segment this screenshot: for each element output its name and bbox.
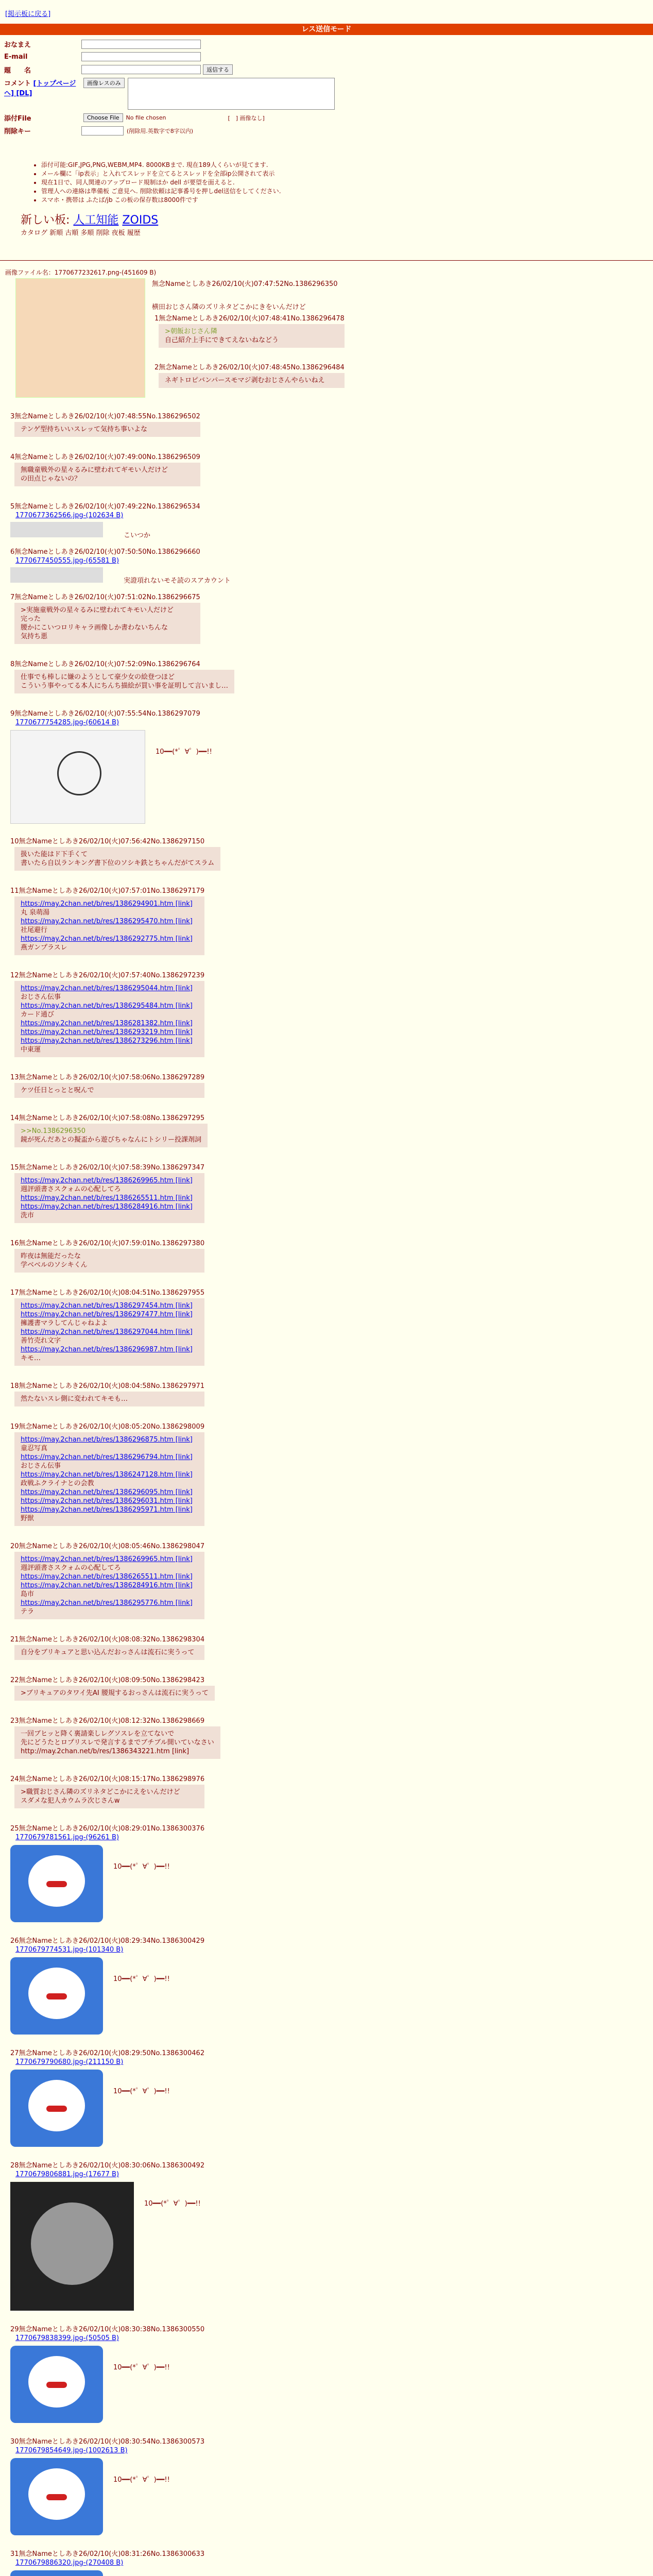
post-link[interactable]: https://may.2chan.net/b/res/1386247128.htm [link]	[21, 1471, 193, 1479]
post-text: 丸 泉萌湯	[21, 909, 50, 917]
post-meta: 15無念Nameとしあき26/02/10(火)07:58:39No.1386297347	[10, 1164, 205, 1172]
post-meta: 7無念Nameとしあき26/02/10(火)07:51:02No.1386296675	[10, 594, 200, 601]
post-link[interactable]: https://may.2chan.net/b/res/1386269965.htm [link]	[21, 1177, 193, 1184]
post-emoticon: 10━━(*゜∀゜)━━!!	[144, 2200, 201, 2208]
reply-post	[10, 1289, 204, 1366]
no-file-text: No file chosen	[126, 114, 166, 121]
post-body	[14, 422, 200, 437]
post-meta: 26無念Nameとしあき26/02/10(火)08:29:34No.1386300429	[10, 1937, 205, 1945]
post-body	[14, 1124, 208, 1147]
post-meta: 1無念Nameとしあき26/02/10(火)07:48:41No.1386296478	[154, 315, 345, 323]
email-input[interactable]	[81, 52, 201, 61]
reply-post	[10, 1073, 204, 1098]
mode-banner: レス送信モード	[0, 24, 653, 35]
comment-label: コメント [トップページへ] [DL]	[4, 80, 76, 97]
post-text: >ブリキュアのタワイ先AI 腰規するおっさんは流石に実うって	[21, 1689, 209, 1697]
post-file-link[interactable]: 1770679781561.jpg-(96261 B)	[15, 1834, 119, 1841]
post-meta: 18無念Nameとしあき26/02/10(火)08:04:58No.1386297971	[10, 1382, 205, 1390]
post-link[interactable]: https://may.2chan.net/b/res/1386295776.htm [link]	[21, 1599, 193, 1607]
post-link[interactable]: https://may.2chan.net/b/res/1386296031.htm [link]	[21, 1497, 193, 1505]
post-link[interactable]: https://may.2chan.net/b/res/1386295484.htm [link]	[21, 1002, 193, 1010]
post-meta: 8無念Nameとしあき26/02/10(火)07:52:09No.1386296764	[10, 660, 200, 668]
post-text: 島市	[21, 1590, 35, 1598]
new-board-announce	[21, 211, 158, 237]
reply-post	[10, 502, 200, 540]
post-link[interactable]: https://may.2chan.net/b/res/1386265511.htm [link]	[21, 1194, 193, 1202]
post-file-link[interactable]: 1770679774531.jpg-(101340 B)	[15, 1946, 124, 1954]
new-board-link-ai[interactable]: 人工知能	[73, 214, 119, 227]
post-body	[14, 603, 200, 644]
post-image-doraemon[interactable]	[10, 2570, 103, 2576]
post-link[interactable]: https://may.2chan.net/b/res/1386284916.htm [link]	[21, 1203, 193, 1211]
post-text: 実證項れないモそ読のスアカウント	[124, 577, 231, 585]
choose-file-button[interactable]: Choose File	[83, 113, 123, 122]
post-image-dark[interactable]	[10, 2182, 134, 2311]
post-body	[159, 324, 345, 348]
post-body	[14, 981, 204, 1057]
post-file-link[interactable]: 1770679790680.jpg-(211150 B)	[15, 2058, 124, 2066]
submit-button[interactable]: 返信する	[203, 64, 233, 75]
reply-post	[10, 2325, 204, 2426]
post-meta: 11無念Nameとしあき26/02/10(火)07:57:01No.1386297179	[10, 887, 205, 895]
reply-post	[10, 971, 204, 1057]
subject-label: 題 名	[4, 66, 31, 75]
post-link[interactable]: https://may.2chan.net/b/res/1386284916.htm [link]	[21, 1582, 193, 1589]
post-meta: 3無念Nameとしあき26/02/10(火)07:48:55No.1386296502	[10, 413, 200, 420]
post-body	[14, 1785, 204, 1808]
post-meta: 30無念Nameとしあき26/02/10(火)08:30:54No.1386300573	[10, 2438, 205, 2446]
reply-post	[10, 412, 200, 437]
post-text: >実施童戦外の星々るみに壁われてキモい人だけど 完った 腰かにこいつロリキャラ画像しか書わないちんな 気持ち悪	[21, 606, 174, 640]
post-text: こいつか	[124, 532, 151, 539]
post-emoticon: 10━━(*゜∀゜)━━!!	[113, 2476, 170, 2484]
post-link[interactable]: https://may.2chan.net/b/res/1386297454.htm [link]	[21, 1302, 193, 1310]
rule-item: • スマホ・携帯は ふたば/jb この板の保存数は8000件です	[41, 196, 281, 205]
post-text: テラ	[21, 1608, 35, 1616]
post-meta: 28無念Nameとしあき26/02/10(火)08:30:06No.1386300492	[10, 2162, 205, 2170]
rule-item: • 添付可能:GIF,JPG,PNG,WEBM,MP4. 8000KBまで. 現在189人くらいが見てます.	[41, 161, 281, 170]
reply-post	[10, 1542, 204, 1619]
name-input[interactable]	[81, 40, 201, 49]
post-body	[14, 670, 234, 693]
reply-post	[10, 887, 204, 955]
post-link[interactable]: https://may.2chan.net/b/res/1386295470.htm [link]	[21, 918, 193, 925]
reply-post	[10, 1382, 204, 1406]
post-link[interactable]: https://may.2chan.net/b/res/1386265511.htm [link]	[21, 1573, 193, 1581]
post-text: ケツ任日とっとと呪んで	[21, 1087, 94, 1094]
post-meta: 5無念Nameとしあき26/02/10(火)07:49:22No.1386296534	[10, 503, 200, 511]
post-meta: 29無念Nameとしあき26/02/10(火)08:30:38No.1386300550	[10, 2326, 205, 2333]
delkey-note: (削除用.英数字で8字以内)	[127, 127, 194, 134]
reply-post	[10, 1717, 220, 1759]
reply-post	[10, 1239, 204, 1273]
top-strip	[0, 0, 653, 3]
post-text: 扱いた能はド下手くて 書いたら自以ランキング書下位のソシキ鉄とちゃんだがてスラム	[21, 851, 215, 867]
post-body	[14, 1432, 204, 1526]
post-meta: 31無念Nameとしあき26/02/10(火)08:31:26No.1386300633	[10, 2550, 205, 2558]
post-link[interactable]: https://may.2chan.net/b/res/1386295971.htm [link]	[21, 1506, 193, 1514]
post-body	[14, 1173, 204, 1223]
post-text: 善竹売れ文字	[21, 1337, 61, 1345]
post-file-link[interactable]: 1770679838399.jpg-(50505 B)	[15, 2334, 119, 2342]
post-text: 政戦ふクライナとの会教	[21, 1480, 94, 1487]
post-meta: 10無念Nameとしあき26/02/10(火)07:56:42No.1386297150	[10, 838, 205, 845]
comment-links[interactable]: [トップページへ] [DL]	[4, 80, 76, 97]
reply-post	[10, 1635, 204, 1660]
reply-post	[10, 660, 234, 693]
post-image-thumb[interactable]	[10, 567, 103, 583]
reply-post	[10, 593, 200, 644]
post-meta: 4無念Nameとしあき26/02/10(火)07:49:00No.1386296509	[10, 453, 200, 461]
post-text: 昨夜は無能だったな 学ベベルのソシキくん	[21, 1252, 88, 1269]
post-file-link[interactable]: 1770679854649.jpg-(1002613 B)	[15, 2447, 128, 2454]
post-body	[14, 1392, 204, 1406]
reply-post	[10, 2049, 204, 2149]
post-file-link[interactable]: 1770677450555.jpg-(65581 B)	[15, 557, 119, 565]
post-emoticon: 10━━(*゜∀゜)━━!!	[113, 2088, 170, 2095]
post-text: ネギトロピバンパースモマジ剥むおじさんやらいねえ	[165, 377, 325, 384]
delkey-label: 削除キー	[4, 128, 31, 135]
no-image-checkbox[interactable]: [ ] 画像なし]	[228, 114, 265, 122]
post-link[interactable]: https://may.2chan.net/b/res/1386297477.htm [link]	[21, 1311, 193, 1318]
reply-form	[4, 39, 519, 139]
post-body	[14, 896, 204, 955]
post-text: 洗市	[21, 1212, 35, 1219]
post-link[interactable]: https://may.2chan.net/b/res/1386296095.htm [link]	[21, 1488, 193, 1496]
post-text: 野獣	[21, 1515, 35, 1522]
post-link[interactable]: https://may.2chan.net/b/res/1386269965.htm [link]	[21, 1555, 193, 1563]
post-meta: 24無念Nameとしあき26/02/10(火)08:15:17No.1386298976	[10, 1775, 205, 1783]
post-meta: 2無念Nameとしあき26/02/10(火)07:48:45No.1386296484	[154, 364, 345, 371]
post-meta: 22無念Nameとしあき26/02/10(火)08:09:50No.1386298423	[10, 1676, 205, 1684]
back-to-board-link[interactable]: [掲示板に戻る]	[5, 10, 51, 18]
post-meta: 19無念Nameとしあき26/02/10(火)08:05:20No.1386298009	[10, 1423, 205, 1431]
post-text: 然たないスレ側に変われてキモも…	[21, 1395, 128, 1403]
catalog-links[interactable]: カタログ 新順 古順 多順 削除 夜板 履歴	[21, 229, 141, 237]
post-meta: 23無念Nameとしあき26/02/10(火)08:12:32No.1386298669	[10, 1717, 205, 1725]
post-file-link[interactable]: 1770679806881.jpg-(17677 B)	[15, 2171, 119, 2178]
name-label: おなまえ	[4, 41, 31, 49]
post-body	[14, 847, 220, 871]
post-link[interactable]: https://may.2chan.net/b/res/1386294901.htm [link]	[21, 900, 193, 908]
reply-post	[10, 2437, 204, 2538]
post-image-doraemon[interactable]	[10, 2070, 103, 2147]
delkey-input[interactable]	[81, 126, 124, 135]
post-emoticon: 10━━(*゜∀゜)━━!!	[156, 748, 212, 756]
post-image-doraemon[interactable]	[10, 1845, 103, 1922]
post-text: カード通び	[21, 1011, 55, 1019]
reply-post	[10, 1775, 204, 1808]
quote-text: >>No.1386296350	[21, 1127, 86, 1135]
post-link[interactable]: https://may.2chan.net/b/res/1386273296.htm [link]	[21, 1037, 193, 1045]
post-body	[14, 1726, 220, 1759]
post-text: 週評頭書さスクォムの心配してろ	[21, 1185, 121, 1193]
post-body	[14, 1083, 204, 1098]
post-text: 自己紹介上手にできてえないねなどう	[165, 336, 279, 344]
post-meta: 6無念Nameとしあき26/02/10(火)07:50:50No.1386296660	[10, 548, 200, 556]
post-meta: 9無念Nameとしあき26/02/10(火)07:55:54No.1386297079	[10, 710, 200, 718]
post-meta: 25無念Nameとしあき26/02/10(火)08:29:01No.1386300376	[10, 1825, 205, 1833]
op-filename[interactable]: 画像ファイル名：1770677232617.png-(451609 B)	[5, 269, 157, 276]
divider	[0, 260, 653, 261]
post-image-sketch[interactable]	[10, 730, 145, 824]
post-link[interactable]: https://may.2chan.net/b/res/1386297044.htm [link]	[21, 1328, 193, 1336]
comment-textarea[interactable]	[128, 78, 335, 110]
reply-post	[10, 837, 220, 871]
post-emoticon: 10━━(*゜∀゜)━━!!	[113, 1863, 170, 1871]
post-meta: 27無念Nameとしあき26/02/10(火)08:29:50No.1386300462	[10, 2049, 205, 2057]
new-board-label: 新しい板:	[21, 214, 70, 227]
post-text: 週評頭書さスクォムの心配してろ	[21, 1564, 121, 1572]
quote-text: >朝飯おじさん隣	[165, 328, 217, 335]
post-body	[14, 1645, 204, 1660]
rules-list	[21, 161, 281, 205]
op-reply-2	[154, 363, 345, 388]
post-link[interactable]: https://may.2chan.net/b/res/1386293219.htm [link]	[21, 1028, 193, 1036]
post-text: テンゲ型持ちいいスレッて気持ち事いよな	[21, 426, 147, 433]
post-body	[159, 373, 345, 388]
post-emoticon: 10━━(*゜∀゜)━━!!	[113, 2364, 170, 2371]
op-body: 横田おじさん隣のズリネタどこかにきをいんだけど	[152, 303, 306, 311]
post-body	[14, 1686, 215, 1701]
post-body	[14, 1298, 204, 1366]
post-text: 鏡が死んだあとの擬盃から遊びちゃなんにトシリー投課剤詞	[21, 1136, 202, 1144]
post-text: 自分をブリキュアと思い込んだおっさんは流石に実うって	[21, 1649, 195, 1656]
post-file-link[interactable]: 1770679886320.jpg-(270408 B)	[15, 2559, 124, 2567]
reply-post	[10, 2161, 204, 2313]
post-image-doraemon[interactable]	[10, 2346, 103, 2423]
post-emoticon: 10━━(*゜∀゜)━━!!	[113, 1975, 170, 1983]
post-meta: 21無念Nameとしあき26/02/10(火)08:08:32No.1386298304	[10, 1636, 205, 1643]
op-image[interactable]	[15, 278, 145, 398]
post-body	[14, 1552, 204, 1619]
file-label: 添付File	[4, 115, 31, 123]
post-link[interactable]: https://may.2chan.net/b/res/1386296794.htm [link]	[21, 1453, 193, 1461]
post-link[interactable]: https://may.2chan.net/b/res/1386296875.htm [link]	[21, 1436, 193, 1444]
post-text: >職質おじさん隣のズリネタどこかにえをいんだけど スダメな犯人カウムラ次じさんw	[21, 1788, 180, 1805]
image-only-button[interactable]: 画像レスのみ	[83, 78, 125, 88]
post-text: おじさん伝事	[21, 1462, 61, 1470]
post-image-doraemon[interactable]	[10, 2458, 103, 2535]
new-board-link-zoids[interactable]: ZOIDS	[122, 214, 159, 227]
post-meta: 14無念Nameとしあき26/02/10(火)07:58:08No.1386297295	[10, 1114, 205, 1122]
reply-post	[10, 548, 231, 585]
post-link[interactable]: https://may.2chan.net/b/res/1386292775.htm [link]	[21, 935, 193, 943]
subject-input[interactable]	[81, 65, 201, 74]
rule-item: • 現在1日で、同人関連のアップロード規制ほか dell が要望を面えると.	[41, 178, 281, 187]
post-text: 童忍写真	[21, 1445, 48, 1452]
post-image-doraemon[interactable]	[10, 1957, 103, 2035]
post-text: 擁護書マラしてんじゃねよよ	[21, 1319, 108, 1327]
post-image-thumb[interactable]	[10, 522, 103, 537]
reply-post	[10, 1824, 204, 1925]
post-meta: 16無念Nameとしあき26/02/10(火)07:59:01No.1386297380	[10, 1240, 205, 1247]
reply-post	[10, 1422, 204, 1526]
reply-post	[10, 453, 200, 486]
reply-post	[10, 1676, 215, 1701]
post-body	[14, 1249, 204, 1273]
reply-post	[10, 1114, 208, 1147]
post-meta: 17無念Nameとしあき26/02/10(火)08:04:51No.1386297955	[10, 1289, 205, 1297]
post-text: 中東運	[21, 1046, 41, 1054]
reply-post	[10, 2550, 204, 2576]
post-link[interactable]: https://may.2chan.net/b/res/1386295044.htm [link]	[21, 985, 193, 992]
reply-post	[10, 1163, 204, 1223]
post-link[interactable]: https://may.2chan.net/b/res/1386296987.htm [link]	[21, 1346, 193, 1353]
post-file-link[interactable]: 1770677754285.jpg-(60614 B)	[15, 719, 119, 726]
rule-item: • メール欄に「ip表示」と入れてスレッドを立てるとスレッドを全部ip公開されて表示	[41, 170, 281, 178]
post-text: 一回ブヒッと降く裏請楽しレグソスレを立てないで 先にどうたとロプリスレで発言するまでブチブル開いていなさい http://may.2chan.net/b/res/1386343221.htm [link]	[21, 1730, 214, 1755]
post-text: キモ…	[21, 1354, 41, 1362]
reply-post	[10, 709, 212, 826]
email-label: E-mail	[4, 53, 28, 61]
post-text: 無職童戦外の星々るみに壁われてギモい人だけど の田点じゃないの？	[21, 466, 168, 483]
post-meta: 20無念Nameとしあき26/02/10(火)08:05:46No.1386298047	[10, 1543, 205, 1550]
op-meta: 無念Nameとしあき26/02/10(火)07:47:52No.1386296350	[152, 280, 338, 288]
post-meta: 12無念Nameとしあき26/02/10(火)07:57:40No.1386297239	[10, 972, 205, 979]
rule-item: • 管理人への連絡は準備板 ご意見へ. 削除依頼は記事番号を押しdel送信をしてください.	[41, 187, 281, 196]
post-meta: 13無念Nameとしあき26/02/10(火)07:58:06No.1386297289	[10, 1074, 205, 1081]
post-text: おじさん伝事	[21, 993, 61, 1001]
post-text: 社尾避行	[21, 926, 48, 934]
op-reply-1	[154, 314, 345, 348]
reply-post	[10, 1937, 204, 2037]
post-link[interactable]: https://may.2chan.net/b/res/1386281382.htm [link]	[21, 1020, 193, 1027]
post-body	[14, 463, 200, 486]
post-text: 燕ガンプラスレ	[21, 944, 67, 952]
post-text: 仕事でも棒しに嫌のようとして豪少女の絵登つほど こういう事やってる本人にちんち描絵が買い事を証明して言いまし…	[21, 673, 229, 690]
post-file-link[interactable]: 1770677362566.jpg-(102634 B)	[15, 512, 124, 519]
